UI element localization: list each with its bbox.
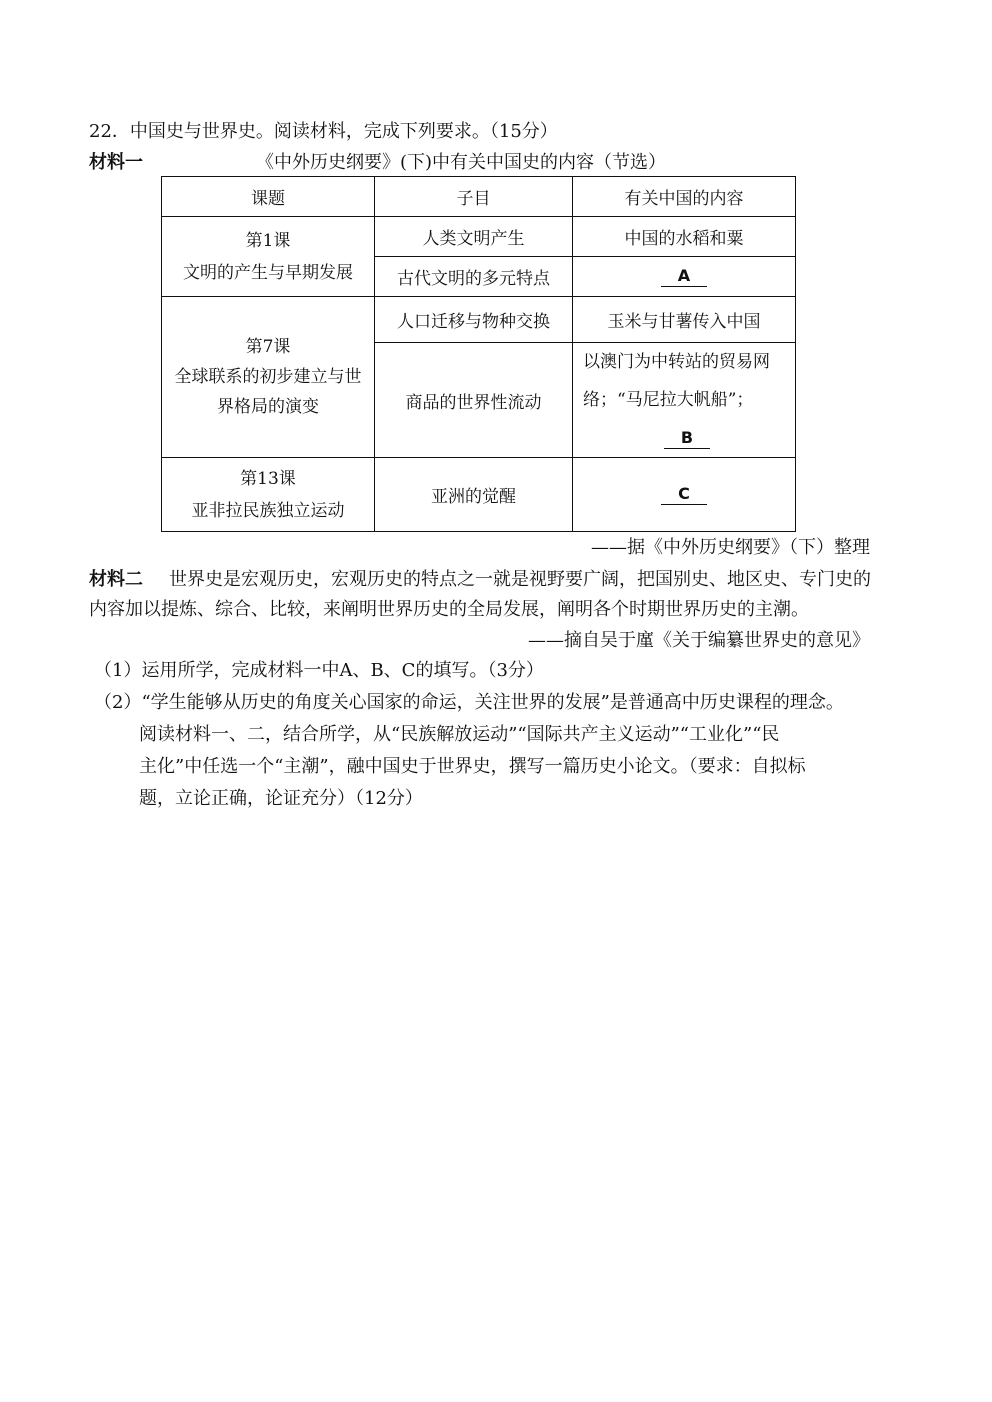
lesson7-subtopic2: 商品的世界性流动: [375, 343, 573, 458]
lesson7-content2-line2: 络；“马尼拉大帆船”；: [583, 390, 754, 410]
question-1: （1）运用所学，完成材料一中A、B、C的填写。（3分）: [94, 660, 544, 681]
question-2: [94, 687, 879, 815]
question-2-line4: 题，立论正确，论证充分）（12分）: [139, 788, 423, 809]
lesson1-content2: [573, 257, 796, 297]
material2-text: 世界史是宏观历史，宏观历史的特点之一就是视野要广阔，把国别史、地区史、专门史的内容加以提炼、综合、比较，来阐明世界历史的全局发展，阐明各个时期世界历史的主潮。: [89, 569, 871, 620]
lesson1-cell: [162, 217, 375, 297]
lesson13-title: 亚非拉民族独立运动: [191, 500, 345, 521]
material2-label: 材料二: [89, 569, 143, 590]
material1-source: ——据《中外历史纲要》（下）整理: [591, 537, 870, 558]
lesson7-subtopic1: 人口迁移与物种交换: [375, 297, 573, 343]
material2-source: ——摘自吴于廑《关于编纂世界史的意见》: [528, 630, 870, 651]
table-row: [162, 217, 796, 257]
material1-caption: 《中外历史纲要》(下)中有关中国史的内容（节选）: [256, 152, 667, 173]
material1-label: 材料一: [89, 152, 143, 173]
lesson7-content2: [573, 343, 796, 458]
blank-c: C: [661, 484, 707, 505]
lesson13-subtopic: 亚洲的觉醒: [375, 458, 573, 532]
lesson7-title-line2: 界格局的演变: [217, 397, 319, 417]
lesson1-subtopic1: 人类文明产生: [375, 217, 573, 257]
question-title: 22．中国史与世界史。阅读材料，完成下列要求。（15分）: [89, 121, 558, 142]
question-2-line1: （2）“学生能够从历史的角度关心国家的命运，关注世界的发展”是普通高中历史课程的理念。: [94, 692, 844, 713]
lesson1-content1: 中国的水稻和粟: [573, 217, 796, 257]
lesson7-number: 第7课: [245, 337, 291, 357]
lesson7-content2-line1: 以澳门为中转站的贸易网: [583, 352, 770, 372]
table-row: [162, 297, 796, 343]
question-2-line3: 主化”中任选一个“主潮”，融中国史于世界史，撰写一篇历史小论文。（要求：自拟标: [139, 756, 806, 777]
lesson1-title: 文明的产生与早期发展: [183, 262, 353, 283]
table-row: [162, 458, 796, 532]
table-header-row: [162, 177, 796, 217]
header-subtopic: 子目: [375, 177, 573, 217]
blank-b: B: [664, 428, 710, 449]
lesson7-content1: 玉米与甘薯传入中国: [573, 297, 796, 343]
question-2-line2: 阅读材料一、二，结合所学，从“民族解放运动”“国际共产主义运动”“工业化”“民: [139, 724, 780, 745]
lesson7-cell: [162, 297, 375, 458]
lesson13-number: 第13课: [240, 468, 296, 489]
lesson1-subtopic2: 古代文明的多元特点: [375, 257, 573, 297]
blank-a: A: [661, 266, 707, 287]
lesson13-content: [573, 458, 796, 532]
lesson1-number: 第1课: [245, 230, 291, 251]
lesson7-title-line1: 全球联系的初步建立与世: [174, 367, 362, 387]
header-lesson: 课题: [162, 177, 375, 217]
header-china-content: 有关中国的内容: [573, 177, 796, 217]
material2-paragraph: [89, 565, 874, 625]
history-table: [161, 176, 796, 532]
lesson13-cell: [162, 458, 375, 532]
